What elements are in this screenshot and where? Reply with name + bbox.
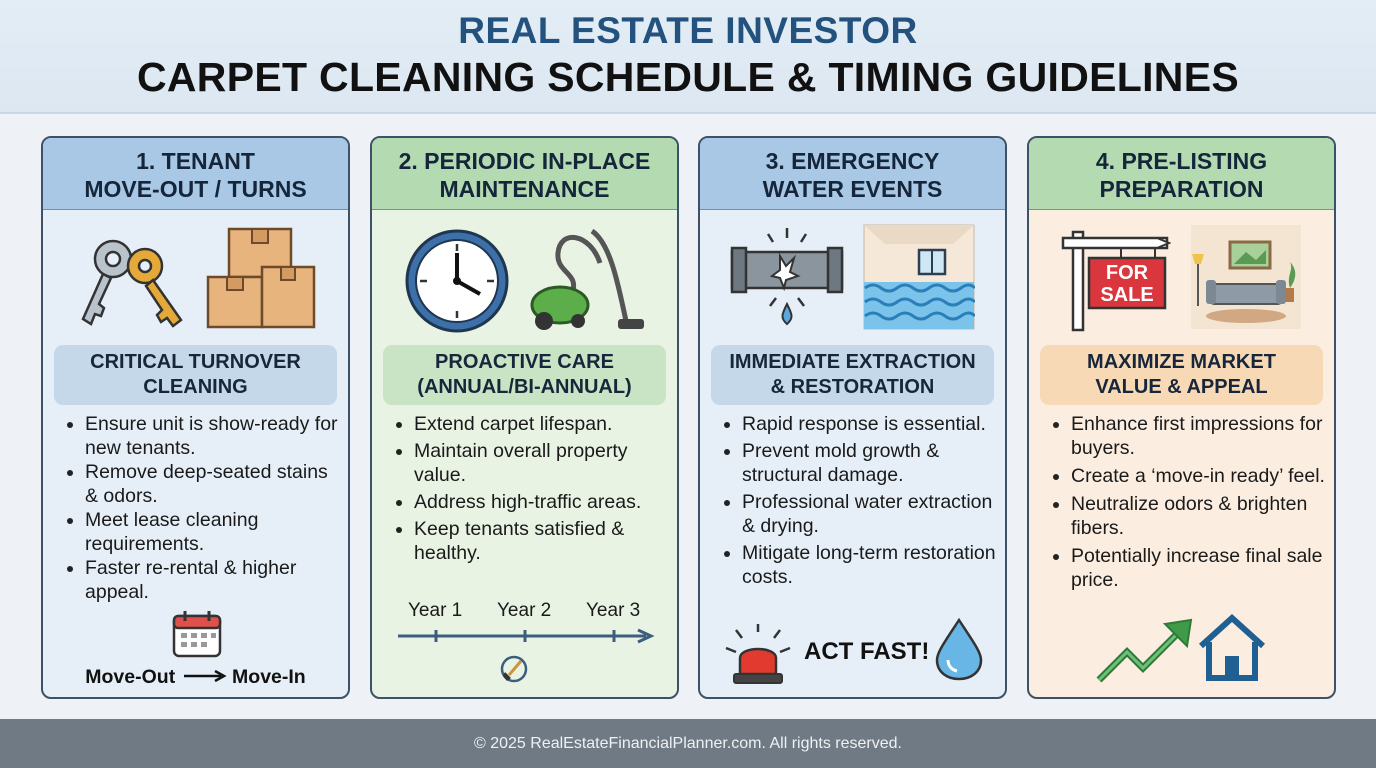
card-subtitle-line2: & RESTORATION: [770, 376, 935, 398]
bullet-item: Mitigate long-term restoration costs.: [720, 541, 997, 589]
water-drop-icon: [932, 616, 986, 682]
rising-arrow-icon: [1095, 616, 1195, 686]
card-pre-listing: [1027, 136, 1336, 699]
flooded-room-icon: [863, 224, 975, 330]
bullet-item: Professional water extraction & drying.: [720, 490, 997, 538]
move-flow: [43, 666, 348, 689]
card-subtitle-line1: CRITICAL TURNOVER: [90, 351, 301, 373]
living-room-icon: [1190, 224, 1302, 330]
bullet-list: [392, 412, 669, 568]
card-subtitle: [383, 345, 666, 405]
bullet-list: [1049, 412, 1326, 596]
bullet-item: Meet lease cleaning requirements.: [63, 508, 340, 556]
card-subtitle-line2: (ANNUAL/BI-ANNUAL): [417, 376, 632, 398]
card-title: [43, 138, 348, 210]
footer-copyright: © 2025 RealEstateFinancialPlanner.com. All rights reserved.: [0, 719, 1376, 768]
card-subtitle: [711, 345, 994, 405]
bullet-list: [63, 412, 340, 604]
burst-pipe-icon: [728, 226, 846, 330]
card-title-line1: 2. PERIODIC IN-PLACE: [398, 148, 651, 174]
flow-to: Move-In: [232, 666, 306, 689]
timeline-label: Year 2: [497, 600, 552, 621]
bullet-item: Enhance first impressions for buyers.: [1049, 412, 1326, 460]
card-emergency-water: [698, 136, 1007, 699]
cleaning-brush-icon: [499, 654, 529, 684]
card-title-line1: 3. EMERGENCY: [765, 148, 940, 174]
card-subtitle-line1: PROACTIVE CARE: [435, 351, 614, 373]
bullet-item: Extend carpet lifespan.: [392, 412, 669, 436]
card-title: [372, 138, 677, 210]
card-title-line2: WATER EVENTS: [762, 176, 943, 202]
bullet-item: Address high-traffic areas.: [392, 490, 669, 514]
house-icon: [1195, 612, 1269, 684]
page-title: CARPET CLEANING SCHEDULE & TIMING GUIDELINES: [136, 54, 1240, 100]
bullet-item: Neutralize odors & brighten fibers.: [1049, 492, 1326, 540]
card-title: [700, 138, 1005, 210]
page-header: [0, 0, 1376, 114]
card-title-line2: MOVE-OUT / TURNS: [84, 176, 307, 202]
bullet-item: Faster re-rental & higher appeal.: [63, 556, 340, 604]
bullet-item: Maintain overall property value.: [392, 439, 669, 487]
bullet-item: Keep tenants satisfied & healthy.: [392, 517, 669, 565]
card-subtitle-line2: VALUE & APPEAL: [1095, 376, 1268, 398]
bullet-item: Rapid response is essential.: [720, 412, 997, 436]
sign-line2: SALE: [1100, 284, 1154, 306]
keys-icon: [73, 224, 193, 334]
sign-line1: FOR: [1105, 262, 1149, 284]
bullet-item: Prevent mold growth & structural damage.: [720, 439, 997, 487]
card-subtitle-line1: MAXIMIZE MARKET: [1087, 351, 1276, 373]
card-title-line2: MAINTENANCE: [439, 176, 610, 202]
card-subtitle: [54, 345, 337, 405]
arrow-right-icon: [181, 666, 227, 689]
card-title-line2: PREPARATION: [1099, 176, 1264, 202]
bullet-item: Remove deep-seated stains & odors.: [63, 460, 340, 508]
bullet-item: Ensure unit is show-ready for new tenants.: [63, 412, 340, 460]
card-subtitle: [1040, 345, 1323, 405]
flow-from: Move-Out: [85, 666, 176, 689]
card-periodic-maintenance: [370, 136, 679, 699]
alarm-light-icon: [722, 622, 794, 686]
page-supertitle: REAL ESTATE INVESTOR: [458, 10, 918, 51]
timeline-axis: [396, 626, 656, 646]
bullet-item: Potentially increase final sale price.: [1049, 544, 1326, 592]
boxes-icon: [205, 226, 317, 330]
card-title: [1029, 138, 1334, 210]
timeline-label: Year 1: [408, 600, 463, 621]
vacuum-icon: [530, 223, 650, 335]
timeline-label: Year 3: [586, 600, 641, 621]
card-tenant-move-out: [41, 136, 350, 699]
bullet-list: [720, 412, 997, 592]
card-subtitle-line2: CLEANING: [143, 376, 248, 398]
card-subtitle-line1: IMMEDIATE EXTRACTION: [729, 351, 976, 373]
bullet-item: Create a ‘move-in ready’ feel.: [1049, 464, 1326, 488]
for-sale-sign-text: [1093, 262, 1161, 306]
card-title-line1: 1. TENANT: [136, 148, 255, 174]
calendar-icon: [171, 608, 223, 660]
clock-icon: [402, 226, 512, 336]
act-fast-callout: ACT FAST!: [804, 638, 930, 665]
card-title-line1: 4. PRE-LISTING: [1095, 148, 1268, 174]
